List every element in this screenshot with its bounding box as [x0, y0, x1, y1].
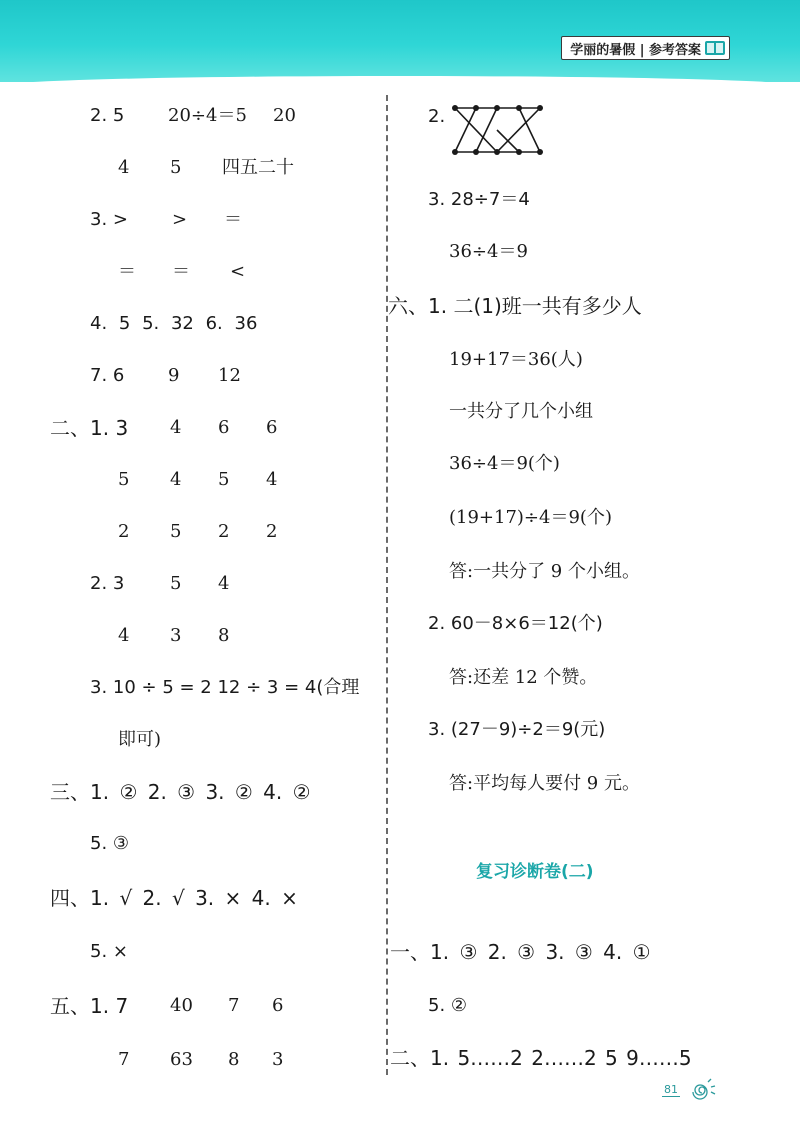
answer-text: 答:平均每人要付 9 元。: [449, 773, 640, 794]
answer-text: 四五二十: [222, 157, 294, 178]
answer-text: 2. 5: [90, 105, 125, 126]
answer-text: 3. 10 ÷ 5 = 2 12 ÷ 3 = 4(合理: [90, 677, 360, 698]
answer-text: 五、1. 7: [50, 994, 129, 1018]
book-icon: [705, 41, 725, 55]
answer-text: 5: [170, 157, 182, 178]
header-badge-text: 学丽的暑假 | 参考答案: [570, 42, 701, 58]
answer-text: 3: [272, 1049, 284, 1070]
answer-text: 2. 3: [90, 573, 125, 594]
answer-text: 7: [118, 1049, 130, 1070]
answer-text: 7: [228, 995, 240, 1016]
answer-text: 5. ③: [90, 833, 130, 854]
answer-text: 2: [118, 521, 130, 542]
answer-text: 5: [118, 469, 130, 490]
answer-text: ＝: [118, 261, 136, 282]
answer-text: 8: [228, 1049, 240, 1070]
answer-text: 4: [118, 625, 130, 646]
answer-text: 一、1. ③ 2. ③ 3. ③ 4. ①: [390, 940, 651, 964]
answer-text: 四、1. √ 2. √ 3. × 4. ×: [50, 886, 298, 910]
answer-text: 六、1. 二(1)班一共有多少人: [388, 294, 642, 318]
answer-text: 40: [170, 995, 193, 1016]
answer-text: 36÷4＝9: [449, 241, 528, 262]
header-band: [0, 0, 800, 82]
answer-text: 36÷4＝9(个): [449, 453, 560, 474]
answer-text: 4: [118, 157, 130, 178]
answer-text: >: [172, 209, 188, 230]
answer-text: 4: [266, 469, 278, 490]
answer-text: 一共分了几个小组: [449, 401, 593, 422]
answer-text: 8: [218, 625, 230, 646]
answer-text: 4: [170, 469, 182, 490]
answer-text: 二、1. 5……2 2……2 5 9……5: [390, 1046, 692, 1070]
answer-text: 6: [218, 417, 230, 438]
answer-text: 9: [168, 365, 180, 386]
spiral-sun-icon: [688, 1078, 716, 1100]
answer-text: 3. 28÷7＝4: [428, 189, 530, 210]
answer-text: 答:一共分了 9 个小组。: [449, 561, 640, 582]
answer-text: 2.: [428, 106, 446, 127]
review-section-title: 复习诊断卷(二): [476, 862, 594, 882]
answer-text: (19+17)÷4＝9(个): [449, 507, 612, 528]
answer-text: 12: [218, 365, 241, 386]
answer-text: ＝: [172, 261, 190, 282]
page-number: 81: [664, 1083, 678, 1096]
answer-text: 20: [273, 105, 296, 126]
answer-text: 三、1. ② 2. ③ 3. ② 4. ②: [50, 780, 311, 804]
answer-text: 5: [218, 469, 230, 490]
answer-text: 5: [170, 573, 182, 594]
answer-text: 答:还差 12 个赞。: [449, 667, 598, 688]
answer-text: 5: [170, 521, 182, 542]
header-badge: [561, 36, 730, 60]
answer-text: <: [230, 261, 246, 282]
answer-text: 4: [170, 417, 182, 438]
answer-text: 2. 60－8×6＝12(个): [428, 613, 603, 634]
column-divider: [386, 95, 388, 1075]
answer-text: 2: [266, 521, 278, 542]
answer-text: 2: [218, 521, 230, 542]
answer-text: 63: [170, 1049, 193, 1070]
answer-text: 19+17＝36(人): [449, 349, 583, 370]
answer-text: 3. (27－9)÷2＝9(元): [428, 719, 606, 740]
answer-text: 6: [266, 417, 278, 438]
answer-text: 5. ②: [428, 995, 468, 1016]
answer-text: 5. ×: [90, 941, 128, 962]
answer-text: 3. >: [90, 209, 128, 230]
dot-matching-figure: [445, 100, 555, 156]
answer-text: 即可): [118, 729, 162, 750]
answer-text: 7. 6: [90, 365, 125, 386]
answer-text: 4: [218, 573, 230, 594]
answer-text: 4. 5 5. 32 6. 36: [90, 313, 258, 334]
answer-text: 3: [170, 625, 182, 646]
answer-text: 20÷4＝5: [168, 105, 247, 126]
answer-text: ＝: [224, 209, 242, 230]
answer-text: 二、1. 3: [50, 416, 129, 440]
answer-text: 6: [272, 995, 284, 1016]
